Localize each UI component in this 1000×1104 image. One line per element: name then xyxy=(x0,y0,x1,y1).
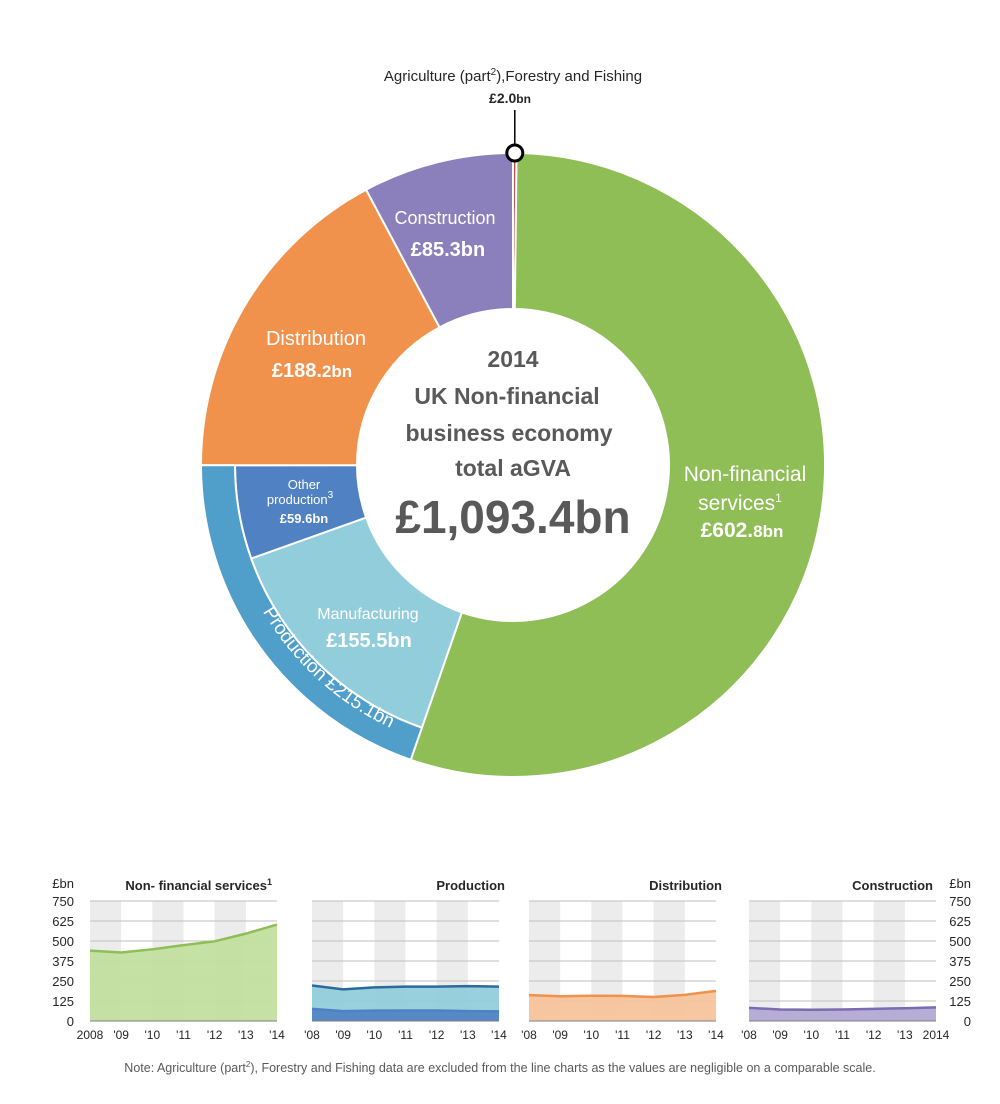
x-tick-label: '11 xyxy=(615,1028,630,1042)
x-tick-label: '14 xyxy=(708,1028,724,1042)
agri-value: £2.0bn xyxy=(489,90,531,106)
panel-3 xyxy=(741,876,971,1042)
x-tick-label: 2008 xyxy=(76,1028,104,1042)
center-title-line2: UK Non-financial xyxy=(414,383,600,409)
y-unit: £bn xyxy=(52,876,74,891)
agri-label: Agriculture (part$^2$),Forestry and Fishing xyxy=(383,67,643,85)
other-label: Other xyxy=(287,477,321,492)
x-tick-label: '08 xyxy=(304,1028,320,1042)
x-tick-label: '08 xyxy=(741,1028,757,1042)
x-tick-label: '12 xyxy=(865,1028,882,1042)
agri-marker xyxy=(507,145,523,161)
other-value: £59.6bn xyxy=(279,511,329,526)
y-tick-label: 500 xyxy=(949,934,971,949)
x-tick-label: '13 xyxy=(677,1028,693,1042)
y-tick-label: 250 xyxy=(949,974,971,989)
x-tick-label: '09 xyxy=(335,1028,351,1042)
nfs-label-2: services$^1$ xyxy=(698,491,782,515)
y-tick-label: 125 xyxy=(949,994,971,1009)
y-tick-label: 500 xyxy=(52,934,74,949)
x-tick-label: '11 xyxy=(398,1028,413,1042)
center-title-year: 2014 xyxy=(487,346,539,372)
y-unit: £bn xyxy=(949,876,971,891)
x-tick-label: '14 xyxy=(269,1028,285,1042)
x-tick-label: '09 xyxy=(113,1028,129,1042)
y-tick-label: 625 xyxy=(949,914,971,929)
x-tick-label: 2014 xyxy=(922,1028,950,1042)
x-tick-label: '13 xyxy=(897,1028,913,1042)
x-tick-label: '10 xyxy=(144,1028,161,1042)
y-tick-label: 750 xyxy=(949,894,971,909)
x-tick-label: '14 xyxy=(491,1028,507,1042)
other-label-2: production$^3$ xyxy=(266,490,334,507)
x-tick-label: '10 xyxy=(803,1028,820,1042)
x-tick-label: '12 xyxy=(645,1028,662,1042)
nfs-label: Non-financial xyxy=(683,463,807,486)
panel-title: Production xyxy=(436,878,505,893)
manufacturing-label: Manufacturing xyxy=(317,606,419,623)
distribution-label: Distribution xyxy=(265,328,367,350)
x-tick-label: '10 xyxy=(366,1028,383,1042)
distribution-value: £188.2bn xyxy=(271,360,353,382)
footnote: Note: Agriculture (part$^2$), Forestry and Fishing data are excluded from the line charts as the values are negligible on a comparable scale. xyxy=(124,1060,876,1076)
y-tick-label: 750 xyxy=(52,894,74,909)
panel-0 xyxy=(52,876,285,1042)
y-tick-label: 0 xyxy=(66,1014,74,1029)
y-tick-label: 250 xyxy=(52,974,74,989)
y-tick-label: 375 xyxy=(949,954,971,969)
x-tick-label: '09 xyxy=(772,1028,788,1042)
x-tick-label: '10 xyxy=(583,1028,600,1042)
x-tick-label: '12 xyxy=(428,1028,445,1042)
center-title-line3: business economy xyxy=(405,420,613,446)
production-ring-label: Production £215.1bn xyxy=(258,603,398,733)
nfs-value: £602.8bn xyxy=(700,519,784,542)
construction-value: £85.3bn xyxy=(410,239,486,261)
center-total: £1,093.4bn xyxy=(395,491,631,543)
x-tick-label: '11 xyxy=(176,1028,191,1042)
construction-label: Construction xyxy=(394,208,496,228)
x-tick-label: '13 xyxy=(238,1028,254,1042)
panel-title: Non- financial services$^1$ xyxy=(125,877,272,893)
small-multiples xyxy=(52,876,971,1042)
panel-2 xyxy=(521,878,724,1042)
manufacturing-value: £155.5bn xyxy=(326,630,412,652)
y-tick-label: 625 xyxy=(52,914,74,929)
center-title-line4: total aGVA xyxy=(455,455,571,481)
y-tick-label: 125 xyxy=(52,994,74,1009)
x-tick-label: '08 xyxy=(521,1028,537,1042)
y-tick-label: 0 xyxy=(963,1014,971,1029)
x-tick-label: '11 xyxy=(835,1028,850,1042)
x-tick-label: '09 xyxy=(552,1028,568,1042)
y-tick-label: 375 xyxy=(52,954,74,969)
x-tick-label: '12 xyxy=(206,1028,223,1042)
x-tick-label: '13 xyxy=(460,1028,476,1042)
panel-title: Construction xyxy=(852,878,933,893)
panel-1 xyxy=(304,878,507,1042)
panel-title: Distribution xyxy=(649,878,722,893)
